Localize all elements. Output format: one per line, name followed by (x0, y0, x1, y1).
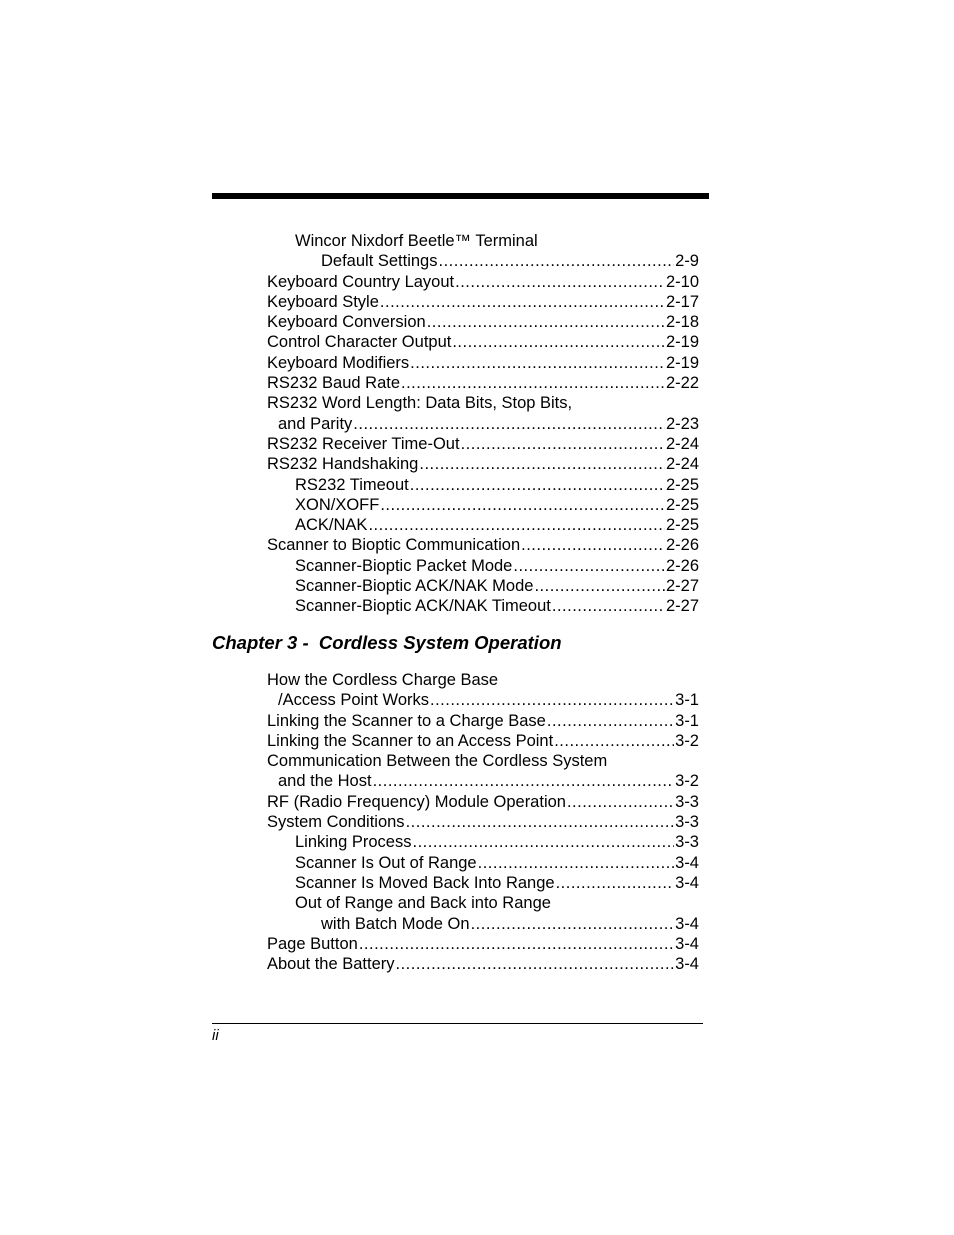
toc-entry-title: Default Settings (321, 252, 438, 271)
toc-entry-title: Keyboard Style (267, 292, 379, 311)
toc-entry-title: RS232 Word Length: Data Bits, Stop Bits, (267, 394, 573, 413)
toc-entry-page: 3-2 (675, 731, 699, 750)
dot-leader (556, 873, 675, 893)
toc-entry-title: Wincor Nixdorf Beetle™ Terminal (295, 232, 538, 250)
dot-leader (478, 853, 675, 873)
toc-entry (267, 373, 699, 393)
toc-entry (267, 812, 699, 832)
toc-entry-title: About the Battery (267, 955, 395, 974)
toc-entry-title: How the Cordless Charge Base (267, 671, 499, 689)
toc-entry-page: 3-4 (675, 955, 699, 974)
toc-entry (278, 414, 699, 434)
dot-leader (547, 711, 674, 731)
toc-entry-page: 2-19 (665, 353, 699, 372)
toc-entry-title: Scanner-Bioptic ACK/NAK Timeout (295, 597, 551, 616)
dot-leader (521, 535, 665, 555)
toc-entry (278, 690, 699, 710)
toc-entry (321, 914, 699, 934)
toc-entry-title: Linking Process (295, 833, 412, 852)
toc-entry (267, 731, 699, 751)
toc-entry (267, 934, 699, 954)
toc-entry-title: Linking the Scanner to a Charge Base (267, 711, 546, 730)
toc-entry-page: 3-2 (675, 772, 699, 791)
toc-entry (278, 771, 699, 791)
dot-leader (373, 771, 675, 791)
toc-entry (267, 332, 699, 352)
toc-entry (267, 954, 699, 974)
toc-entry-page: 3-3 (675, 813, 699, 832)
toc-entry-title: Keyboard Modifiers (267, 353, 410, 372)
toc-entry-title: RF (Radio Frequency) Module Operation (267, 792, 566, 811)
dot-leader (401, 373, 665, 393)
dot-leader (471, 914, 675, 934)
toc-entry-page: 2-19 (665, 333, 699, 352)
toc-entry-title: Control Character Output (267, 333, 452, 352)
toc-entry (295, 475, 699, 495)
toc-entry (295, 495, 699, 515)
toc-entry (267, 670, 699, 690)
toc-entry (267, 353, 699, 373)
dot-leader (461, 434, 665, 454)
dot-leader (353, 414, 665, 434)
toc-entry (295, 231, 699, 251)
toc-entry (295, 596, 699, 616)
toc-entry (321, 251, 699, 271)
toc-entry-page: 2-24 (665, 434, 699, 453)
toc-entry-page: 2-27 (665, 577, 699, 596)
toc-entry-page: 2-25 (665, 516, 699, 535)
dot-leader (427, 312, 665, 332)
dot-leader (368, 515, 665, 535)
dot-leader (410, 353, 665, 373)
toc-entry (295, 853, 699, 873)
toc-entry (267, 434, 699, 454)
toc-entry (267, 393, 699, 413)
toc-entry-title: RS232 Handshaking (267, 455, 419, 474)
dot-leader (419, 454, 665, 474)
toc-entry-title: System Conditions (267, 813, 405, 832)
toc-entry-title: RS232 Baud Rate (267, 374, 401, 393)
dot-leader (513, 556, 665, 576)
toc-entry-page: 3-4 (675, 914, 699, 933)
toc-section-chapter-2 (267, 231, 699, 617)
toc-entry-page: 3-3 (675, 833, 699, 852)
toc-entry-page: 3-4 (675, 853, 699, 872)
toc-entry (295, 893, 699, 913)
toc-entry-title: Out of Range and Back into Range (295, 894, 551, 913)
page-number: ii (212, 1027, 219, 1044)
toc-entry-title: XON/XOFF (295, 495, 380, 514)
dot-leader (396, 954, 675, 974)
toc-entry-title: ACK/NAK (295, 516, 368, 535)
toc-entry-title: RS232 Receiver Time-Out (267, 434, 460, 453)
toc-entry-page: 2-26 (665, 556, 699, 575)
toc-entry (267, 272, 699, 292)
toc-entry-page: 2-25 (665, 475, 699, 494)
dot-leader (406, 812, 675, 832)
toc-entry-page: 2-18 (665, 313, 699, 332)
toc-entry-title: Keyboard Conversion (267, 313, 426, 332)
toc-entry-title: Keyboard Country Layout (267, 272, 455, 291)
toc-entry-title: Scanner-Bioptic Packet Mode (295, 556, 513, 575)
toc-entry-page: 3-1 (675, 691, 699, 710)
toc-entry-page: 2-10 (665, 272, 699, 291)
toc-entry (267, 292, 699, 312)
dot-leader (452, 332, 665, 352)
toc-entry (267, 312, 699, 332)
toc-entry-title: and Parity (278, 414, 353, 433)
toc-entry-page: 3-1 (675, 711, 699, 730)
toc-entry-page: 2-27 (665, 597, 699, 616)
dot-leader (534, 576, 665, 596)
toc-entry-page: 2-24 (665, 455, 699, 474)
toc-entry-page: 2-22 (665, 374, 699, 393)
toc-entry (267, 535, 699, 555)
dot-leader (430, 690, 674, 710)
toc-entry-title: Communication Between the Cordless System (267, 752, 608, 771)
dot-leader (380, 292, 665, 312)
toc-section-chapter-3 (267, 670, 699, 974)
toc-entry-page: 2-9 (675, 252, 699, 271)
toc-entry-page: 2-23 (665, 414, 699, 433)
dot-leader (412, 832, 674, 852)
toc-entry-title: RS232 Timeout (295, 475, 409, 494)
toc-entry (295, 873, 699, 893)
toc-entry-page: 2-26 (665, 536, 699, 555)
dot-leader (359, 934, 674, 954)
dot-leader (438, 251, 674, 271)
top-rule (212, 193, 709, 199)
bottom-rule (212, 1023, 703, 1024)
toc-entry-page: 3-4 (675, 873, 699, 892)
toc-entry-title: Scanner Is Out of Range (295, 853, 477, 872)
toc-entry-title: Page Button (267, 934, 358, 953)
toc-entry-title: Linking the Scanner to an Access Point (267, 731, 554, 750)
dot-leader (552, 596, 665, 616)
chapter-3-heading: Chapter 3 - Cordless System Operation (212, 632, 562, 653)
toc-entry-title: /Access Point Works (278, 691, 429, 710)
toc-entry-title: and the Host (278, 772, 372, 791)
toc-entry (295, 556, 699, 576)
toc-entry-page: 2-17 (665, 292, 699, 311)
dot-leader (554, 731, 674, 751)
toc-entry-page: 3-4 (675, 934, 699, 953)
toc-entry-page: 3-3 (675, 792, 699, 811)
dot-leader (380, 495, 665, 515)
toc-entry (295, 832, 699, 852)
toc-entry-title: Scanner Is Moved Back Into Range (295, 873, 555, 892)
dot-leader (410, 475, 665, 495)
toc-entry-title: Scanner to Bioptic Communication (267, 536, 521, 555)
toc-entry (267, 792, 699, 812)
toc-entry (295, 515, 699, 535)
toc-entry (267, 711, 699, 731)
toc-entry (267, 454, 699, 474)
dot-leader (567, 792, 674, 812)
toc-entry (295, 576, 699, 596)
toc-entry-page: 2-25 (665, 495, 699, 514)
toc-entry (267, 751, 699, 771)
dot-leader (455, 272, 665, 292)
toc-entry-title: with Batch Mode On (321, 914, 470, 933)
toc-entry-title: Scanner-Bioptic ACK/NAK Mode (295, 577, 534, 596)
